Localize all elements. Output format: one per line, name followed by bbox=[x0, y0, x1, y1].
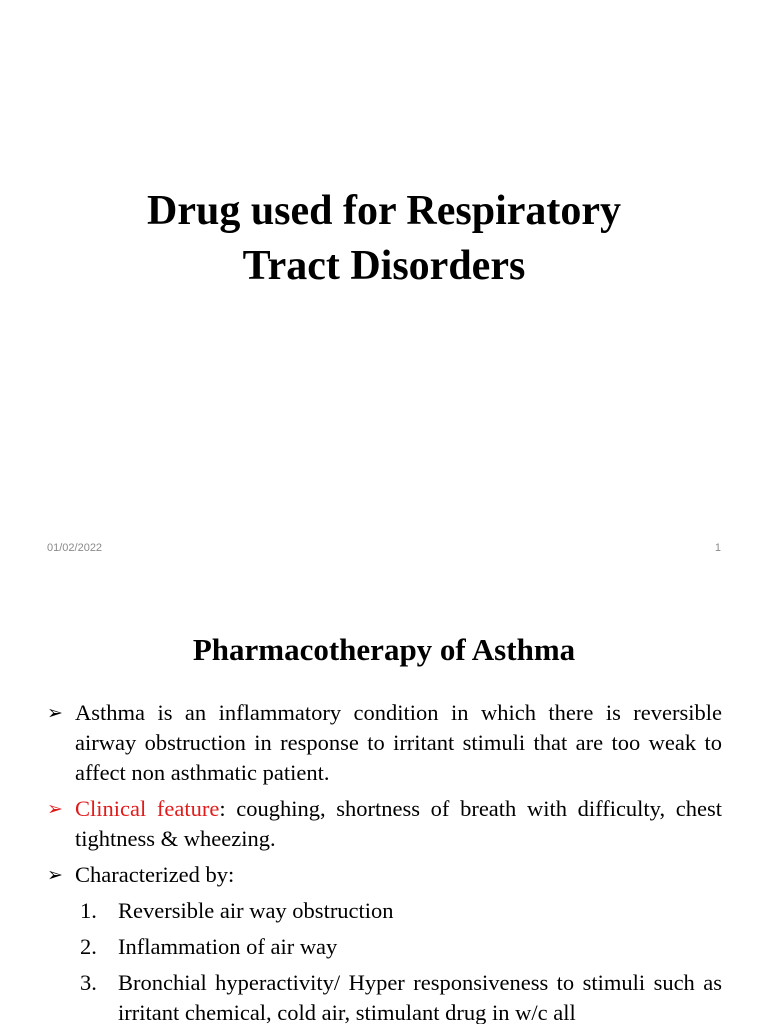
arrow-bullet-icon: ➢ bbox=[47, 702, 63, 724]
arrow-bullet-icon: ➢ bbox=[47, 864, 63, 886]
clinical-feature-label: Clinical feature bbox=[75, 796, 220, 821]
slide-page-number: 1 bbox=[714, 542, 721, 554]
slide-separator bbox=[0, 576, 768, 586]
arrow-bullet-icon: ➢ bbox=[47, 798, 63, 820]
list-item bbox=[75, 932, 722, 962]
slide-1-title bbox=[0, 184, 768, 294]
list-item bbox=[75, 896, 722, 926]
list-item bbox=[75, 968, 722, 1024]
characteristics-list bbox=[75, 896, 722, 1024]
list-item-number: 3. bbox=[80, 970, 97, 995]
slide-2-title: Pharmacotherapy of Asthma bbox=[192, 632, 576, 667]
title-line-2: Tract Disorders bbox=[242, 243, 526, 289]
bullet-text: Asthma is an inflammatory condition in which there is reversible airway obstruction in response to irritant stimuli that are too weak to affect non asthmatic patient. bbox=[75, 700, 722, 785]
slide-2 bbox=[0, 586, 768, 1024]
bullet-text: : coughing, shortness of breath with difficulty, chest tightness & wheezing. bbox=[75, 796, 722, 851]
slide-date: 01/02/2022 bbox=[47, 542, 103, 554]
list-item-text: Bronchial hyperactivity/ Hyper responsiveness to stimuli such as irritant chemical, cold air, stimulant drug in w/c all bbox=[118, 970, 722, 1024]
list-item-text: Inflammation of air way bbox=[118, 934, 338, 959]
bullet-clinical-feature bbox=[47, 794, 722, 854]
bullet-characterized-by bbox=[47, 860, 722, 890]
list-item-text: Reversible air way obstruction bbox=[118, 898, 394, 923]
list-item-number: 1. bbox=[80, 898, 97, 923]
bullet-asthma-definition bbox=[47, 698, 722, 788]
bullet-text: Characterized by: bbox=[75, 862, 235, 887]
list-item-number: 2. bbox=[80, 934, 97, 959]
title-line-1: Drug used for Respiratory bbox=[146, 188, 622, 234]
slide-2-content bbox=[47, 698, 722, 1024]
